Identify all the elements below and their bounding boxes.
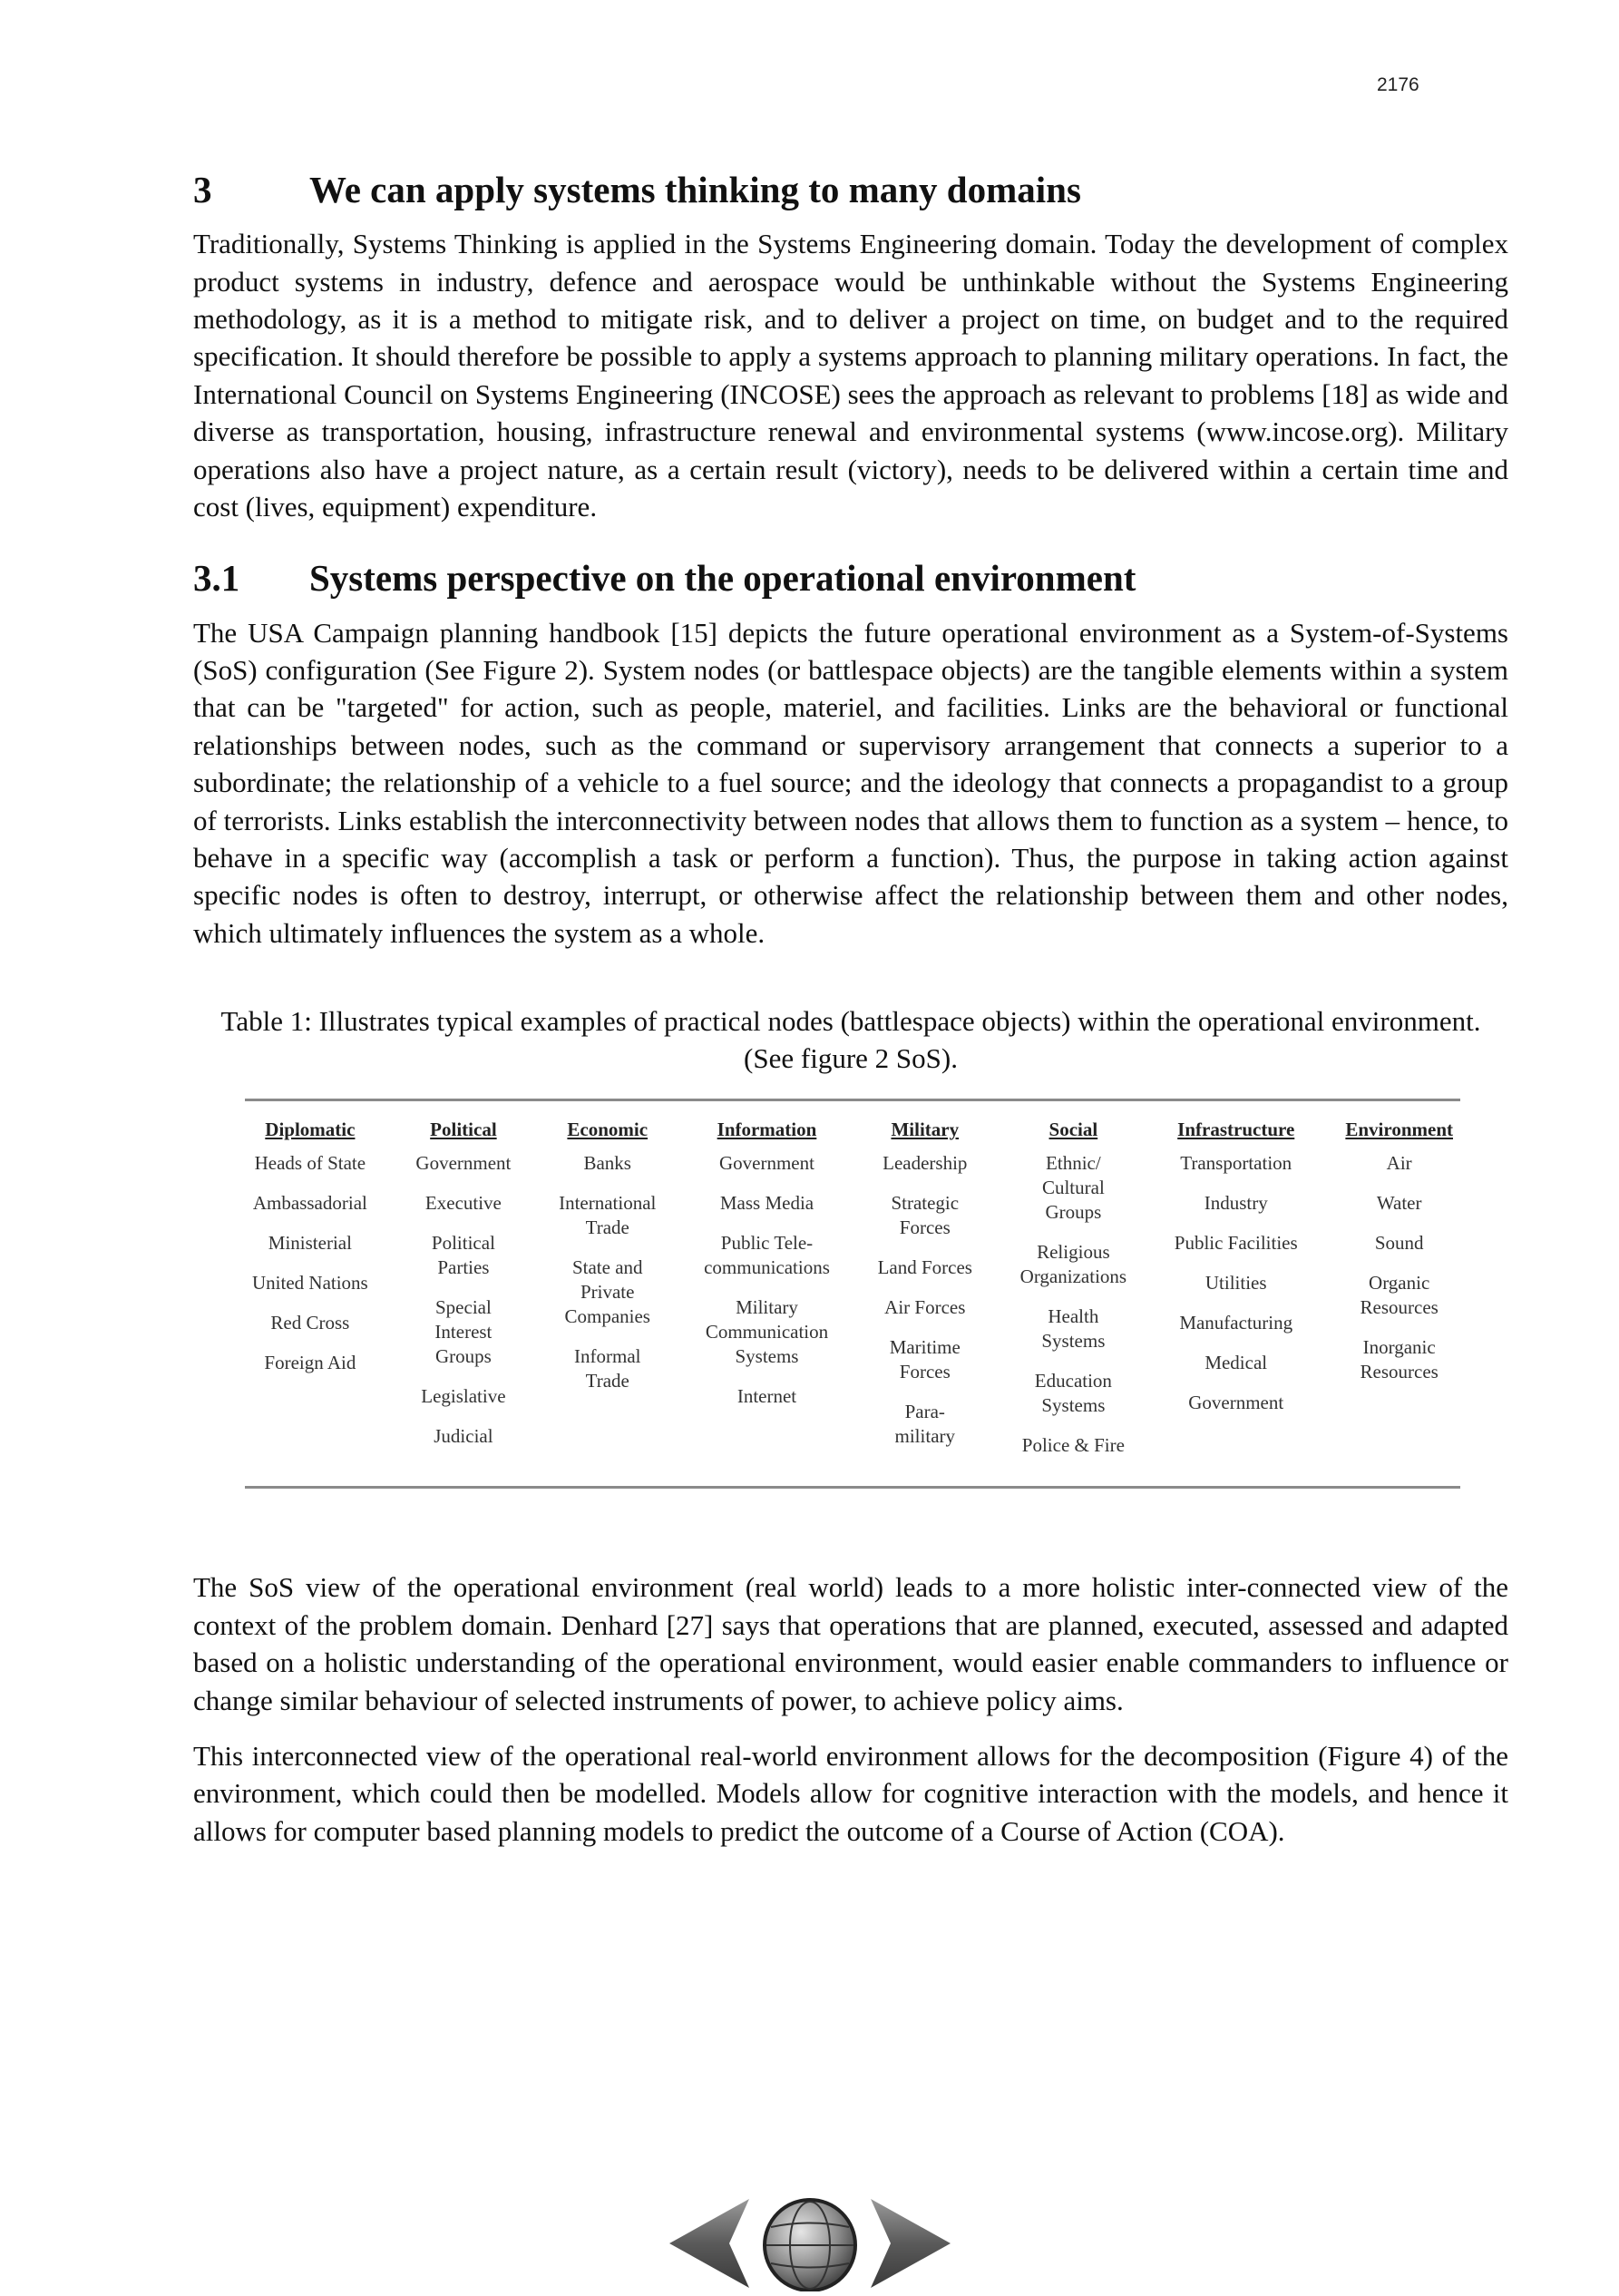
table-cell: Legislative xyxy=(421,1385,506,1408)
table-cell: Education Systems xyxy=(1034,1370,1112,1417)
column-header: Military xyxy=(891,1119,960,1141)
table-cell: Sound xyxy=(1374,1232,1424,1255)
table-columns xyxy=(245,1118,1460,1473)
table-cell: Military Communication Systems xyxy=(705,1296,829,1368)
page-number: 2176 xyxy=(1377,74,1419,95)
table-cell: Medical xyxy=(1204,1352,1268,1374)
table-column-political xyxy=(415,1118,511,1473)
column-header: Information xyxy=(717,1119,817,1141)
left-arrow-icon[interactable] xyxy=(669,2199,749,2288)
table-cell: Informal Trade xyxy=(574,1345,641,1392)
table-cell: Industry xyxy=(1204,1192,1268,1215)
section-title: We can apply systems thinking to many domains xyxy=(309,169,1081,210)
table-cell: State and Private Companies xyxy=(564,1256,650,1328)
globe-icon[interactable] xyxy=(765,2200,855,2291)
table-cell: Transportation xyxy=(1180,1152,1292,1175)
section-title: Systems perspective on the operational environment xyxy=(309,557,1136,600)
table-cell: United Nations xyxy=(252,1272,368,1295)
table-cell: Inorganic Resources xyxy=(1360,1336,1439,1383)
paragraph-decomposition: This interconnected view of the operational real-world environment allows for the decomposition (Figure 4) of the environment, which could then be modelled. Models allow for cognitive interaction with the models, and hence it allows for computer based planning models to predict the outcome of a Course of Action (COA). xyxy=(193,1739,1508,1847)
table-cell: Water xyxy=(1376,1192,1422,1215)
table-cell: Organic Resources xyxy=(1360,1272,1439,1319)
table-cell: Land Forces xyxy=(877,1256,972,1279)
table-cell: Air Forces xyxy=(884,1296,966,1319)
table-cell: Government xyxy=(718,1152,814,1175)
section-number: 3 xyxy=(193,169,212,210)
table-cell: Foreign Aid xyxy=(264,1352,356,1374)
section-3-heading xyxy=(193,168,1508,212)
column-header: Political xyxy=(430,1119,497,1141)
column-header: Environment xyxy=(1345,1119,1453,1141)
table-column-information xyxy=(704,1118,830,1473)
column-header: Diplomatic xyxy=(265,1119,356,1141)
table-cell: Health Systems xyxy=(1041,1305,1106,1353)
section-3-paragraph: Traditionally, Systems Thinking is applied in the Systems Engineering domain. Today the development of complex product systems in industry, defence and aerospace would be unthinkable without the Systems Engineering methodology, as it is a method to mitigate risk, and to deliver a project on time, on budget and to the required specification. It should therefore be possible to apply a systems approach to planning military operations. In fact, the International Council on Systems Engineering (INCOSE) sees the approach as relevant to problems [18] as wide and diverse as transportation, housing, infrastructure renewal and environmental systems (www.incose.org). Military operations also have a project nature, as a certain result (victory), needs to be delivered within a certain time and cost (lives, equipment) expenditure. xyxy=(193,228,1508,523)
table-column-diplomatic xyxy=(252,1118,368,1473)
table-cell: Public Tele- communications xyxy=(704,1232,830,1279)
table-column-infrastructure xyxy=(1175,1118,1298,1473)
nodes-table xyxy=(245,1099,1460,1489)
table-column-environment xyxy=(1345,1118,1453,1473)
table-cell: Para- military xyxy=(894,1401,956,1448)
table-cell: International Trade xyxy=(559,1192,657,1239)
column-header: Economic xyxy=(567,1119,649,1141)
table-cell: Air xyxy=(1386,1152,1412,1175)
table-cell: Police & Fire xyxy=(1021,1434,1125,1457)
table-cell: Heads of State xyxy=(254,1152,366,1175)
table-cell: Special Interest Groups xyxy=(434,1296,493,1368)
table-column-social xyxy=(1020,1118,1126,1473)
column-header: Infrastructure xyxy=(1177,1119,1295,1141)
table-cell: Utilities xyxy=(1204,1272,1267,1295)
table-cell: Religious Organizations xyxy=(1019,1241,1127,1288)
table-cell: Ambassadorial xyxy=(252,1192,367,1215)
table-cell: Ministerial xyxy=(268,1232,352,1255)
table-cell: Internet xyxy=(736,1385,797,1408)
table-cell: Executive xyxy=(424,1192,502,1215)
section-number: 3.1 xyxy=(193,557,240,600)
page-navigation xyxy=(669,2195,951,2291)
table-cell: Strategic Forces xyxy=(891,1192,960,1239)
table-cell: Judicial xyxy=(434,1425,493,1448)
right-arrow-icon[interactable] xyxy=(871,2199,951,2288)
table-cell: Mass Media xyxy=(719,1192,814,1215)
table-cell: Public Facilities xyxy=(1174,1232,1298,1255)
table-caption: Table 1: Illustrates typical examples of practical nodes (battlespace objects) within the operational environment. (See figure 2 SoS). xyxy=(220,1005,1481,1075)
table-cell: Leadership xyxy=(883,1152,968,1175)
column-header: Social xyxy=(1048,1119,1098,1141)
paragraph-sos-view: The SoS view of the operational environment (real world) leads to a more holistic inter-connected view of the context of the problem domain. Denhard [27] says that operations that are planned, executed, assessed and adapted based on a holistic understanding of the operational environment, would easier enable commanders to influence or change similar behaviour of selected instruments of power, to achieve policy aims. xyxy=(193,1571,1508,1716)
table-cell: Ethnic/ Cultural Groups xyxy=(1041,1152,1105,1224)
section-3-1-heading xyxy=(193,556,1508,601)
table-cell: Government xyxy=(415,1152,512,1175)
table-cell: Banks xyxy=(583,1152,631,1175)
table-column-economic xyxy=(559,1118,656,1473)
section-3-1-paragraph: The USA Campaign planning handbook [15] depicts the future operational environment as a System-of-Systems (SoS) configuration (See Figure 2). System nodes (or battlespace objects) are the tangible elements within a system that can be "targeted" for action, such as people, materiel, and facilities. Links are the behavioral or functional relationships between nodes, such as the command or supervisory arrangement that connects a superior to a subordinate; the relationship of a vehicle to a fuel source; and the ideology that connects a propagandist to a group of terrorists. Links establish the interconnectivity between nodes that allows them to function as a system – hence, to behave in a specific way (accomplish a task or perform a function). Thus, the purpose in taking action against specific nodes is often to destroy, interrupt, or otherwise affect the relationship between them and other nodes, which ultimately influences the system as a whole. xyxy=(193,616,1508,949)
table-column-military xyxy=(878,1118,972,1473)
table-cell: Political Parties xyxy=(431,1232,495,1279)
table-cell: Government xyxy=(1188,1392,1284,1414)
page-content xyxy=(193,168,1508,1850)
table-cell: Red Cross xyxy=(270,1312,350,1334)
table-cell: Manufacturing xyxy=(1179,1312,1293,1334)
table-cell: Maritime Forces xyxy=(889,1336,961,1383)
